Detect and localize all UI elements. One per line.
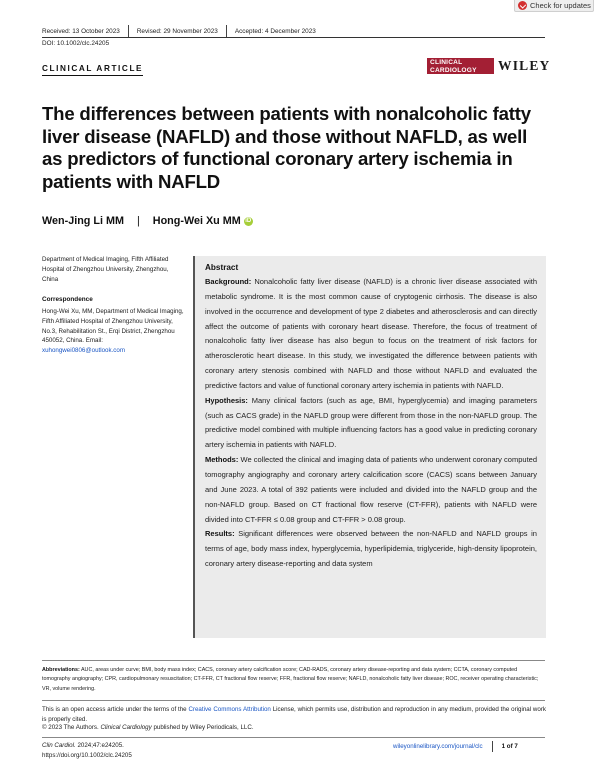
background-text: Nonalcoholic fatty liver disease (NAFLD) is a chronic liver disease associated with metabolic syndrome. It is the most common cause of cryptogenic cirrhosis. The disease is also involved in the occurrence and development of type 2 diabetes and atherosclerosis and can directly affect the outcome of patients with coronary heart disease. Therefore, the focus of treatment of nonalcoholic fatty liver disease has also begun to focus on the treatment of risk factors for atherosclerotic heart disease. In this study, we investigated the difference between patients with coronary artery stenosis combined with NAFLD and those without NAFLD and evaluated the predictive factors and value of functional coronary artery ischemia in patients with NAFLD. [205,277,537,390]
accepted-date: Accepted: 4 December 2023 [234,28,316,35]
citation-line [42,741,132,751]
check-icon [518,1,527,10]
footer-right [393,741,518,752]
license-pre: This is an open access article under the terms of the [42,706,187,713]
license-text [42,705,546,724]
correspondence-address: Hong-Wei Xu, MM, Department of Medical Imaging, Fifth Affiliated Hospital of Zhengzhou University, No.3, Rehabilitation St., Erqi District, Zhengzhou 450052, China. [42,308,184,345]
author-name[interactable]: Wen-Jing Li MM [42,215,124,227]
abstract-hypothesis [205,394,537,453]
footer-separator [492,741,493,752]
article-title: The differences between patients with nonalcoholic fatty liver disease (NAFLD) and those without NAFLD, as well as predictors of functional coronary artery ischemia in patients with NAFLD [42,103,531,192]
revised-date: Revised: 29 November 2023 [136,28,218,35]
author-list [42,215,253,227]
email-link[interactable]: xuhongwei0806@outlook.com [42,347,125,355]
abstract-box [193,256,546,638]
affiliation: Department of Medical Imaging, Fifth Affiliated Hospital of Zhengzhou University, Zhengzhou, China [42,256,169,283]
orcid-icon[interactable]: iD [245,217,252,224]
check-for-updates-label: Check for updates [530,0,591,10]
article-type-label: CLINICAL ARTICLE [42,64,143,76]
hypothesis-label: Hypothesis: [205,395,248,405]
journal-logo-line1: CLINICAL [430,59,463,66]
footer-citation [42,741,132,761]
correspondence-heading: Correspondence [42,296,93,303]
author-name[interactable]: Hong-Wei Xu MM [152,215,241,227]
results-label: Results: [205,529,235,539]
page-number: 1 of 7 [501,743,518,750]
citation-journal: Clin Cardiol. [42,742,76,749]
license-post: License, which permits use, distribution and reproduction in any medium, provided the original work is properly cited. [42,706,546,723]
abbreviations [42,666,546,694]
journal-site-link[interactable]: wileyonlinelibrary.com/journal/clc [393,743,483,750]
methods-text: We collected the clinical and imaging data of patients who underwent coronary computed tomography angiography and coronary artery calcification score (CACS) scans between January and June 2023. A total of 392 patients were included and divided into the NAFLD group and the non-NAFLD group. Based on CT fractional flow reserve (CT-FFR), patients with NAFLD were divided into CT-FFR ≤ 0.08 group and CT-FFR > 0.08 group. [205,455,537,524]
citation-volume: 2024;47:e24205. [77,742,124,749]
check-for-updates-badge[interactable] [514,0,594,12]
results-text: Significant differences were observed between the non-NAFLD and NAFLD groups in terms of age, body mass index, hyperglycemia, hyperlipidemia, triglyceride, high-density lipoprotein, coronary artery disease-reporting and data system [205,529,537,569]
abstract-results [205,527,537,572]
copyright-pre: © 2023 The Authors. [42,724,99,731]
abstract-background [205,275,537,394]
copyright-post: published by Wiley Periodicals, LLC. [153,724,254,731]
background-label: Background: [205,277,252,286]
header-rule [42,37,545,38]
email-label: Email: [85,337,103,345]
copyright [42,724,254,731]
doi: DOI: 10.1002/clc.24205 [42,40,110,47]
footer-rule [42,737,545,738]
license-rule [42,700,545,701]
abbreviations-rule [42,660,545,661]
journal-logo [427,58,494,74]
doi-url[interactable]: https://doi.org/10.1002/clc.24205 [42,752,132,759]
abstract-methods [205,453,537,527]
author-separator: | [136,215,140,227]
publisher-logo: WILEY [498,58,551,73]
abbreviations-text: AUC, areas under curve; BMI, body mass index; CACS, coronary artery calcification score; CAD-RADS, coronary artery disease-reporting and data system; CCTA, coronary computed tomography angiography; CPR, cardiopulmonary resuscitation; CT-FFR, CT fractional flow reserve; FFR, fractional flow reserve; NAFLD, nonalcoholic fatty liver disease; ROC, receiver operating characteristic; VR, volume rendering. [42,667,539,692]
creative-commons-link[interactable]: Creative Commons Attribution [188,706,271,713]
correspondence-details [42,307,184,356]
journal-logo-line2: CARDIOLOGY [430,66,477,74]
abbreviations-label: Abbreviations: [42,667,80,673]
copyright-journal: Clinical Cardiology [100,724,152,731]
hypothesis-text: Many clinical factors (such as age, BMI, hyperglycemia) and imaging parameters (such as CACS grade) in the NAFLD group were different from those in the non-NAFLD group. The predictive model combined with multiple influencing factors has a good value in predicting coronary artery ischemia in patients with NAFLD. [205,395,537,450]
received-date: Received: 13 October 2023 [42,28,120,35]
abstract-heading: Abstract [205,263,239,272]
methods-label: Methods: [205,455,239,465]
